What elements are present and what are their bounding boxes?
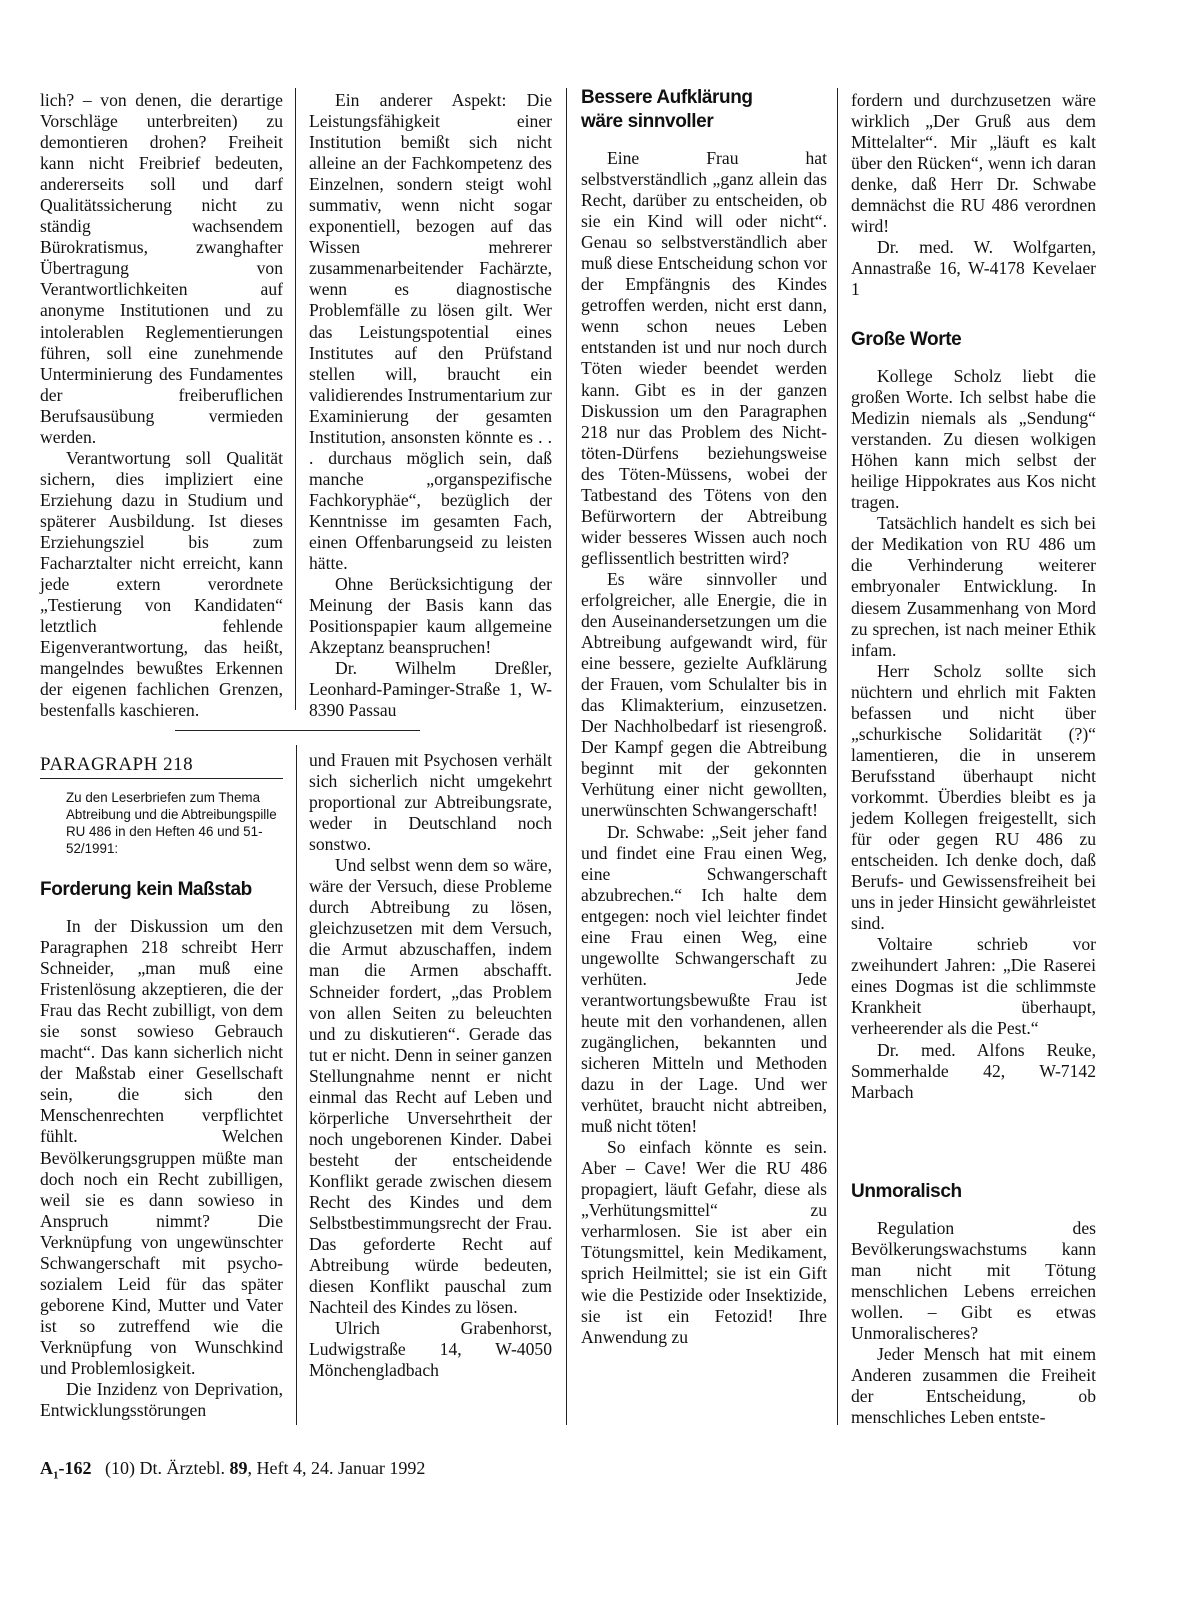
signature: Ulrich Grabenhorst, Ludwigstraße 14, W-4050 Mönchengladbach [309, 1318, 552, 1381]
signature: Dr. med. Alfons Reuke, Sommerhalde 42, W-7142 Marbach [851, 1039, 1096, 1102]
column-divider [295, 88, 296, 710]
column-divider [566, 88, 567, 1425]
paragraph: Herr Scholz sollte sich nüchtern und ehrlich mit Fakten befassen und nicht über „schurkische Solidarität (?)“ lamentieren, die in unserem Berufsstand überhaupt nicht vorkommt. Überdies bleibt es ja jedem Kollegen freigestellt, sich für oder gegen RU 486 zu entscheiden. Ich denke doch, daß Berufs- und Gewissensfreiheit bei uns in jeder Hinsicht gewährleistet sind. [851, 660, 1096, 934]
paragraph: fordern und durchzusetzen wäre wirklich „Der Gruß aus dem Mittelalter“. Mir „läuft es kalt über den Rücken“, wenn ich daran denke, daß Herr Dr. Schwabe demnächst die RU 486 verordnen wird! [851, 90, 1096, 237]
column-1-bottom [40, 878, 283, 1421]
heading-unmoralisch: Unmoralisch [851, 1181, 962, 1202]
footer-citation: (10) Dt. Ärztebl. 89, Heft 4, 24. Januar 1992 [105, 1458, 426, 1478]
paragraph: Es wäre sinnvoller und erfolgreicher, alle Energie, die in den Auseinandersetzungen um die Abtreibung aufgewandt wird, für eine bessere, gezielte Aufklärung der Frauen, vom Schulalter bis in das Klimakterium, einzusetzen. Der Nachholbedarf ist riesengroß. Der Kampf gegen die Abtreibung beginnt mit der gekonnten Verhütung einer nicht gewollten, unerwünschten Schwangerschaft! [581, 568, 827, 821]
paragraph: So einfach könnte es sein. Aber – Cave! Wer die RU 486 propagiert, läuft Gefahr, diese als „Verhütungsmittel“ zu verharmlosen. Sie ist aber ein Tötungsmittel, kein Medikament, sprich Heilmittel; sie ist ein Gift wie die Pestizide oder Insektizide, sie ist ein Fetozid! Ihre Anwendung zu [581, 1137, 827, 1347]
column-1-top [40, 90, 283, 721]
column-2-top [309, 90, 552, 721]
paragraph: Jeder Mensch hat mit einem Anderen zusammen die Freiheit der Entscheidung, ob menschliches Leben entste- [851, 1344, 1096, 1428]
column-2-bottom [309, 750, 552, 1381]
column-4-bottom [851, 1180, 1096, 1428]
column-divider [296, 745, 297, 1425]
section-divider [175, 730, 420, 731]
signature: Dr. med. W. Wolfgarten, Annastraße 16, W-4178 Kevelaer 1 [851, 237, 1096, 300]
paragraph: Regulation des Bevölkerungswachstums kann man nicht mit Tötung menschlichen Lebens erreichen wollen. – Gibt es etwas Unmoralischeres? [851, 1218, 1096, 1344]
paragraph: Ohne Berücksichtigung der Meinung der Basis kann das Positionspapier kaum allgemeine Akzeptanz beanspruchen! [309, 574, 552, 658]
paragraph: Tatsächlich handelt es sich bei der Medikation von RU 486 um die Verhinderung weiterer embryonaler Entwicklung. In diesem Zusammenhang von Mord zu sprechen, ist nach meiner Ethik infam. [851, 513, 1096, 660]
paragraph: Eine Frau hat selbstverständlich „ganz allein das Recht, darüber zu entscheiden, ob sie ein Kind will oder nicht“. Genau so selbstverständlich aber muß diese Entscheidung schon vor der Empfängnis des Kindes getroffen werden, nicht erst dann, wenn schon neues Leben entstanden ist und nur noch durch Töten wieder beendet werden kann. Gibt es in der ganzen Diskussion um den Paragraphen 218 nur das Problem des Nicht-töten-Dürfens beziehungsweise des Töten-Müssens, wobei der Tatbestand des Tötens von den Befürwortern der Abtreibung wider besseres Wissen auch noch geflissentlich bestritten wird? [581, 148, 827, 568]
paragraph: Verantwortung soll Qualität sichern, dies impliziert eine Erziehung dazu in Studium und späterer Ausbildung. Ist dieses Erziehungsziel bis zum Facharztalter nicht erreicht, kann jede extern verordnete „Testierung von Kandidaten“ letztlich fehlende Eigenverantwortung, das heißt, mangelndes bewußtes Erkennen der eigenen fachlichen Grenzen, bestenfalls kaschieren. [40, 447, 283, 721]
paragraph: lich? – von denen, die derartige Vorschläge unterbreiten) zu demontieren drohen? Freiheit kann nicht Freibrief bedeuten, andererseits soll und darf Qualitätssicherung nicht zu ständig wachsendem Bürokratismus, zwanghafter Übertragung von Verantwortlichkeiten auf anonyme Institutionen und zu intolerablen Reglementierungen führen, soll eine zunehmende Unterminierung des Fundamentes der freiberuflichen Berufsausübung vermieden werden. [40, 90, 283, 447]
paragraph: Kollege Scholz liebt die großen Worte. Ich selbst habe die Medizin niemals als „Sendung“ verstanden. Zu diesen wolkigen Höhen kann mich selbst der heilige Hippokrates aus Kos nicht tragen. [851, 366, 1096, 513]
paragraph: In der Diskussion um den Paragraphen 218 schreibt Herr Schneider, „man muß eine Fristenlösung akzeptieren, die der Frau das Recht zubilligt, von dem sie sonst sowieso Gebrauch macht“. Das kann sicherlich nicht der Maßstab einer Gesellschaft sein, die sich den Menschenrechten verpflichtet fühlt. Welchen Bevölkerungsgruppen müßte man doch noch ein Recht zubilligen, weil sie es dann sowieso in Anspruch nimmt? Die Verknüpfung von ungewünschter Schwangerschaft mit psycho-sozialem Leid für das später geborene Kind, Mutter und Vater ist so zutreffend wie die Verknüpfung von Wunschkind und Problemlosigkeit. [40, 916, 283, 1378]
paragraph: Die Inzidenz von Deprivation, Entwicklungsstörungen [40, 1379, 283, 1421]
heading-forderung: Forderung kein Maßstab [40, 879, 252, 900]
section-intro: Zu den Leserbriefen zum Thema Abtreibung und die Abtreibungspille RU 486 in den Heften 46 und 51-52/1991: [66, 790, 277, 856]
heading-worte: Große Worte [851, 329, 962, 350]
paragraph: Dr. Schwabe: „Seit jeher fand und findet eine Frau einen Weg, eine Schwangerschaft abzubrechen.“ Ich halte dem entgegen: noch viel leichter findet eine Frau einen Weg, eine ungewollte Schwangerschaft zu verhüten. Jede verantwortungsbewußte Frau ist heute mit den vorhandenen, allen zugänglichen, bekannten und sicheren Mitteln und Methoden dazu in der Lage. Und wer verhütet, braucht nicht abtreiben, muß nicht töten! [581, 821, 827, 1137]
paragraph: Ein anderer Aspekt: Die Leistungsfähigkeit einer Institution bemißt sich nicht alleine an der Fachkompetenz des Einzelnen, sondern steigt wohl summativ, wenn nicht sogar exponentiell, bezogen auf das Wissen mehrerer zusammenarbeitender Fachärzte, wenn es diagnostische Problemfälle zu lösen gilt. Wer das Leistungspotential eines Institutes auf den Prüfstand stellen will, braucht ein validierendes Instrumentarium zur Examinierung der gesamten Institution, ansonsten könnte es . . . durchaus möglich sein, daß manche „organspezifische Fachkoryphäe“, bezüglich der Kenntnisse im gesamten Fach, einen Offenbarungseid zu leisten hätte. [309, 90, 552, 574]
section-underline [40, 778, 283, 779]
column-4-top [851, 90, 1096, 300]
column-4-mid [851, 328, 1096, 1103]
paragraph: Voltaire schrieb vor zweihundert Jahren: „Die Raserei eines Dogmas ist die schlimmste Krankheit überhaupt, verheerender als die Pest.“ [851, 934, 1096, 1039]
column-3 [581, 86, 827, 1348]
page-number: $A_1-162$ [40, 1458, 92, 1482]
paragraph: Und selbst wenn dem so wäre, wäre der Versuch, diese Probleme durch Abtreibung zu lösen, gleichzusetzen mit dem Versuch, die Armut abzuschaffen, indem man die Armen abschafft. Schneider fordert, „das Problem von allen Seiten zu beleuchten und zu diskutieren“. Gerade das tut er nicht. Denn in seiner ganzen Stellungnahme nennt er nicht einmal das Recht auf Leben und körperliche Unversehrtheit der noch ungeborenen Kinder. Dabei besteht der entscheidende Konflikt gerade zwischen diesem Recht des Kindes und dem Selbstbestimmungsrecht der Frau. Das geforderte Recht auf Abtreibung würde bedeuten, diesen Konflikt pauschal zum Nachteil des Kindes zu lösen. [309, 855, 552, 1318]
section-label: PARAGRAPH 218 [40, 754, 194, 775]
column-divider [837, 88, 838, 1425]
page-footer [40, 1458, 425, 1482]
paragraph: und Frauen mit Psychosen verhält sich sicherlich nicht umgekehrt proportional zur Abtreibungsrate, weder in Deutschland noch sonstwo. [309, 750, 552, 855]
heading-aufklaerung: Bessere Aufklärung wäre sinnvoller [581, 87, 753, 132]
signature: Dr. Wilhelm Dreßler, Leonhard-Paminger-Straße 1, W-8390 Passau [309, 658, 552, 721]
